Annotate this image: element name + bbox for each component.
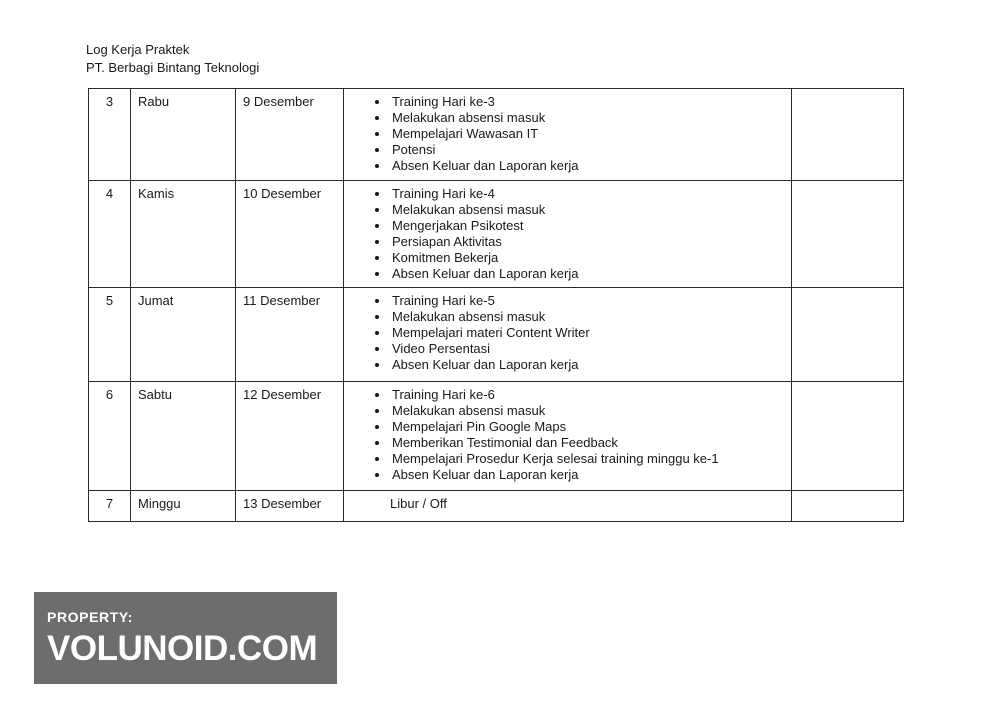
table-row [89,181,904,288]
day-cell: Minggu [131,491,236,522]
activity-text: Libur / Off [390,496,447,511]
document-header [86,41,259,77]
date-cell: 10 Desember [236,181,344,288]
table-row [89,491,904,522]
date-cell: 9 Desember [236,89,344,181]
activities-cell [344,382,792,491]
activity-list [352,387,784,483]
notes-cell [792,89,904,181]
row-number-cell: 7 [89,491,131,522]
notes-cell [792,288,904,382]
activities-cell [344,181,792,288]
row-number-cell: 3 [89,89,131,181]
activity-item: • Training Hari ke-3 [390,94,784,110]
activity-item: • Absen Keluar dan Laporan kerja [390,357,784,373]
activity-list [352,293,784,373]
activity-item: • Potensi [390,142,784,158]
activity-item: • Training Hari ke-4 [390,186,784,202]
date-cell: 13 Desember [236,491,344,522]
activity-item: • Memberikan Testimonial dan Feedback [390,435,784,451]
activity-item: • Melakukan absensi masuk [390,403,784,419]
activity-item: • Mempelajari Pin Google Maps [390,419,784,435]
activity-item: • Video Persentasi [390,341,784,357]
row-number-cell: 4 [89,181,131,288]
activity-item: • Melakukan absensi masuk [390,110,784,126]
activity-item: • Absen Keluar dan Laporan kerja [390,467,784,483]
table-row [89,382,904,491]
activities-cell [344,491,792,522]
activity-item: • Mempelajari Wawasan IT [390,126,784,142]
company-name: PT. Berbagi Bintang Teknologi [86,60,260,75]
activities-cell [344,288,792,382]
activity-item: • Absen Keluar dan Laporan kerja [390,266,784,282]
activity-item: • Training Hari ke-6 [390,387,784,403]
row-number-cell: 6 [89,382,131,491]
activity-list [352,186,784,282]
activity-item: • Komitmen Bekerja [390,250,784,266]
activity-item: • Mengerjakan Psikotest [390,218,784,234]
activity-item: • Melakukan absensi masuk [390,202,784,218]
day-cell: Sabtu [131,382,236,491]
day-cell: Jumat [131,288,236,382]
row-number-cell: 5 [89,288,131,382]
date-cell: 12 Desember [236,382,344,491]
watermark-site-name: VOLUNOID.COM [47,629,318,668]
notes-cell [792,181,904,288]
property-watermark-box [34,592,337,684]
date-cell: 11 Desember [236,288,344,382]
page-title: Log Kerja Praktek [86,42,190,57]
activities-cell [344,89,792,181]
notes-cell [792,491,904,522]
table-row [89,89,904,181]
table-row [89,288,904,382]
activity-item: • Mempelajari Prosedur Kerja selesai training minggu ke-1 [390,451,784,467]
day-cell: Rabu [131,89,236,181]
work-log-table [88,88,904,522]
activity-item: • Melakukan absensi masuk [390,309,784,325]
activity-list [352,94,784,174]
notes-cell [792,382,904,491]
activity-item: • Persiapan Aktivitas [390,234,784,250]
property-label: PROPERTY: [47,609,134,625]
day-cell: Kamis [131,181,236,288]
activity-item: • Mempelajari materi Content Writer [390,325,784,341]
activity-item: • Absen Keluar dan Laporan kerja [390,158,784,174]
activity-item: • Training Hari ke-5 [390,293,784,309]
